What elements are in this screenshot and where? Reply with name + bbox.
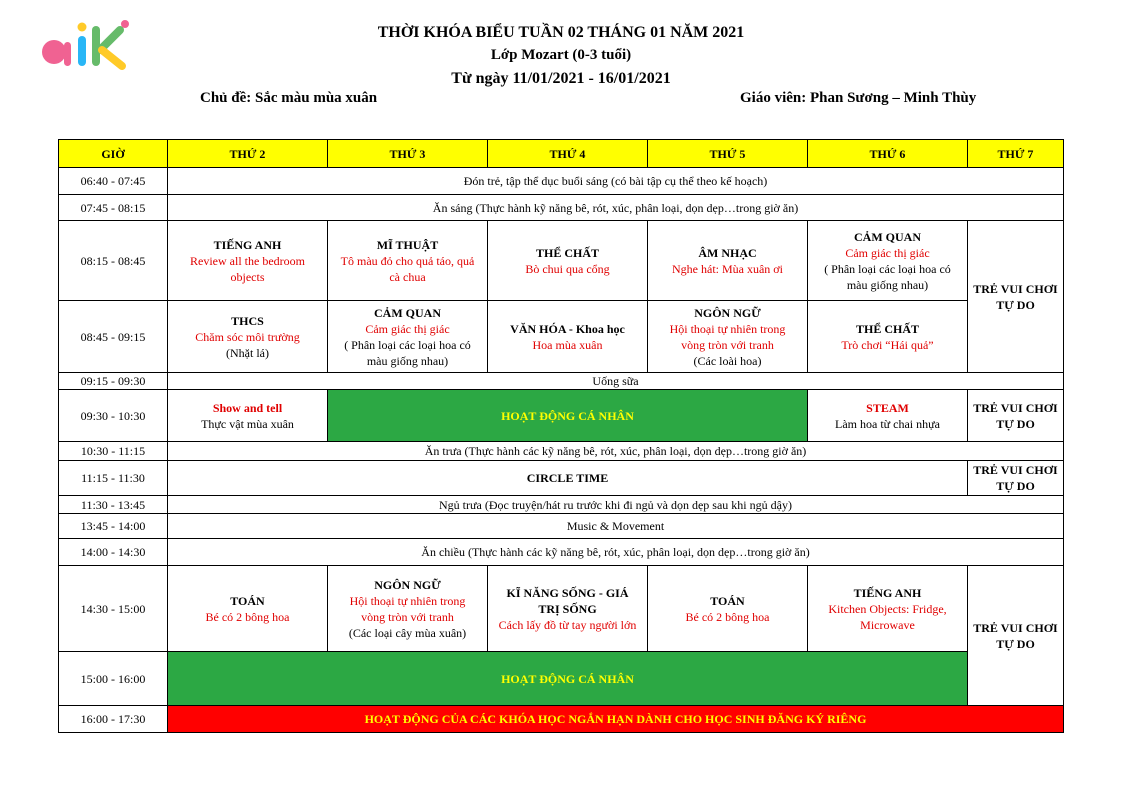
lesson-detail: Hội thoại tự nhiên trong — [669, 321, 786, 336]
saturday-free-play: TRẺ VUI CHƠI TỰ DO — [968, 461, 1064, 496]
table-row — [59, 442, 1064, 461]
lesson-detail: Cách lấy đồ từ tay người lớn — [498, 617, 637, 632]
time-cell: 14:30 - 15:00 — [59, 566, 168, 652]
lesson-cell — [488, 301, 648, 373]
col-header-saturday: THỨ 7 — [968, 140, 1064, 168]
lesson-detail: Cảm giác thị giác — [365, 321, 450, 336]
table-row — [59, 496, 1064, 514]
lesson-title: MĨ THUẬT — [376, 237, 439, 252]
lesson-detail: Thực vật mùa xuân — [201, 416, 294, 431]
time-cell: 14:00 - 14:30 — [59, 539, 168, 566]
lesson-detail: màu giống nhau) — [846, 277, 929, 292]
lesson-title: STEAM — [866, 400, 909, 415]
lesson-detail: Bé có 2 bông hoa — [205, 609, 290, 624]
lesson-title: CẢM QUAN — [374, 305, 441, 320]
table-row — [59, 168, 1064, 195]
activity-cell: Uống sữa — [168, 373, 1064, 390]
time-cell: 11:15 - 11:30 — [59, 461, 168, 496]
lesson-detail: Cảm giác thị giác — [845, 245, 930, 260]
lesson-cell — [808, 221, 968, 301]
saturday-free-play: TRẺ VUI CHƠI TỰ DO — [968, 566, 1064, 706]
lesson-detail: Bé có 2 bông hoa — [685, 609, 770, 624]
lesson-detail: Làm hoa từ chai nhựa — [835, 416, 940, 431]
lesson-title: THCS — [231, 313, 264, 328]
col-header-tuesday: THỨ 3 — [328, 140, 488, 168]
lesson-detail: Trò chơi “Hái quả” — [841, 337, 934, 352]
col-header-friday: THỨ 6 — [808, 140, 968, 168]
lesson-detail: Microwave — [860, 617, 915, 632]
lesson-title: THỂ CHẤT — [855, 321, 919, 336]
individual-activity: HOẠT ĐỘNG CÁ NHÂN — [168, 652, 968, 706]
lesson-title: NGÔN NGỮ — [374, 577, 441, 592]
lesson-cell — [808, 301, 968, 373]
lesson-title: KĨ NĂNG SỐNG - GIÁ — [506, 585, 629, 600]
lesson-title: Show and tell — [212, 400, 283, 415]
lesson-detail: (Nhặt lá) — [226, 345, 269, 360]
lesson-detail: Hội thoại tự nhiên trong — [349, 593, 466, 608]
lesson-detail: Review all the bedroom — [190, 253, 305, 268]
table-row — [59, 221, 1064, 301]
lesson-detail: (Các loại cây mùa xuân) — [348, 625, 467, 640]
time-cell: 06:40 - 07:45 — [59, 168, 168, 195]
time-cell: 10:30 - 11:15 — [59, 442, 168, 461]
time-cell: 08:45 - 09:15 — [59, 301, 168, 373]
topic: Chủ đề: Sắc màu mùa xuân — [200, 90, 378, 106]
lesson-cell — [328, 221, 488, 301]
table-row — [59, 539, 1064, 566]
table-row — [59, 706, 1064, 733]
activity-cell: Ăn trưa (Thực hành các kỹ năng bê, rót, xúc, phân loại, dọn dẹp…trong giờ ăn) — [168, 442, 1064, 461]
table-row — [59, 373, 1064, 390]
col-header-monday: THỨ 2 — [168, 140, 328, 168]
lesson-cell — [168, 390, 328, 442]
lesson-cell — [808, 390, 968, 442]
lesson-detail: màu giống nhau) — [366, 353, 449, 368]
time-cell: 08:15 - 08:45 — [59, 221, 168, 301]
time-cell: 13:45 - 14:00 — [59, 514, 168, 539]
lesson-detail: vòng tròn với tranh — [361, 609, 454, 624]
lesson-title: TIẾNG ANH — [853, 585, 922, 600]
table-row — [59, 390, 1064, 442]
schedule-title: THỜI KHÓA BIỂU TUẦN 02 THÁNG 01 NĂM 2021 — [377, 24, 745, 41]
lesson-cell — [488, 566, 648, 652]
lesson-cell — [328, 566, 488, 652]
lesson-title: THỂ CHẤT — [535, 245, 599, 260]
time-cell: 09:30 - 10:30 — [59, 390, 168, 442]
circle-time: CIRCLE TIME — [168, 461, 968, 496]
lesson-detail: (Các loài hoa) — [693, 353, 762, 368]
lesson-detail: vòng tròn với tranh — [681, 337, 774, 352]
lesson-detail: Nghe hát: Mùa xuân ơi — [672, 261, 783, 276]
table-row — [59, 566, 1064, 652]
lesson-cell — [168, 566, 328, 652]
lesson-cell — [808, 566, 968, 652]
table-row — [59, 195, 1064, 221]
col-header-wednesday: THỨ 4 — [488, 140, 648, 168]
class-name: Lớp Mozart (0-3 tuổi) — [490, 47, 632, 63]
activity-cell: Ăn sáng (Thực hành kỹ năng bê, rót, xúc, phân loại, dọn dẹp…trong giờ ăn) — [168, 195, 1064, 221]
short-courses-activity: HOẠT ĐỘNG CỦA CÁC KHÓA HỌC NGẮN HẠN DÀNH CHO HỌC SINH ĐĂNG KÝ RIÊNG — [168, 706, 1064, 733]
lesson-title: NGÔN NGỮ — [694, 305, 761, 320]
table-row — [59, 301, 1064, 373]
date-range: Từ ngày 11/01/2021 - 16/01/2021 — [451, 70, 671, 87]
activity-cell: Ngủ trưa (Đọc truyện/hát ru trước khi đi ngủ và dọn dẹp sau khi ngủ dậy) — [168, 496, 1064, 514]
lesson-detail: Chăm sóc môi trường — [195, 329, 300, 344]
lesson-detail: Hoa mùa xuân — [532, 337, 603, 352]
col-header-time: GIỜ — [59, 140, 168, 168]
table-row — [59, 461, 1064, 496]
lesson-title: CẢM QUAN — [854, 229, 921, 244]
saturday-free-play: TRẺ VUI CHƠI TỰ DO — [968, 390, 1064, 442]
lesson-title-line2: TRỊ SỐNG — [538, 601, 597, 616]
time-cell: 09:15 - 09:30 — [59, 373, 168, 390]
lesson-detail: Kitchen Objects: Fridge, — [828, 601, 947, 616]
lesson-cell — [648, 301, 808, 373]
time-cell: 07:45 - 08:15 — [59, 195, 168, 221]
lesson-title: TOÁN — [230, 593, 265, 608]
lesson-cell — [648, 221, 808, 301]
lesson-detail: ( Phân loại các loại hoa có — [344, 337, 471, 352]
time-cell: 16:00 - 17:30 — [59, 706, 168, 733]
table-row — [59, 514, 1064, 539]
saturday-free-play: TRẺ VUI CHƠI TỰ DO — [968, 221, 1064, 373]
lesson-cell — [648, 566, 808, 652]
lesson-title: TIẾNG ANH — [213, 237, 282, 252]
lesson-detail: Bò chui qua cổng — [525, 261, 610, 276]
time-cell: 11:30 - 13:45 — [59, 496, 168, 514]
lesson-title: VĂN HÓA - Khoa học — [510, 321, 625, 336]
activity-cell: Đón trẻ, tập thể dục buổi sáng (có bài tập cụ thể theo kế hoạch) — [168, 168, 1064, 195]
time-cell: 15:00 - 16:00 — [59, 652, 168, 706]
activity-cell: Music & Movement — [168, 514, 1064, 539]
table-row — [59, 652, 1064, 706]
lesson-cell — [328, 301, 488, 373]
lesson-cell — [168, 301, 328, 373]
activity-cell: Ăn chiều (Thực hành các kỹ năng bê, rót, xúc, phân loại, dọn dẹp…trong giờ ăn) — [168, 539, 1064, 566]
header-row — [59, 140, 1064, 168]
lesson-detail: Tô màu đỏ cho quả táo, quả — [340, 253, 475, 268]
lesson-detail: objects — [230, 269, 265, 284]
lesson-title: ÂM NHẠC — [698, 245, 757, 260]
lesson-detail: ( Phân loại các loại hoa có — [824, 261, 951, 276]
individual-activity: HOẠT ĐỘNG CÁ NHÂN — [328, 390, 808, 442]
col-header-thursday: THỨ 5 — [648, 140, 808, 168]
lesson-cell — [488, 221, 648, 301]
timetable — [58, 139, 1064, 733]
teacher: Giáo viên: Phan Sương – Minh Thùy — [740, 90, 977, 106]
lesson-cell — [168, 221, 328, 301]
lesson-title: TOÁN — [710, 593, 745, 608]
lesson-detail: cà chua — [389, 269, 426, 284]
